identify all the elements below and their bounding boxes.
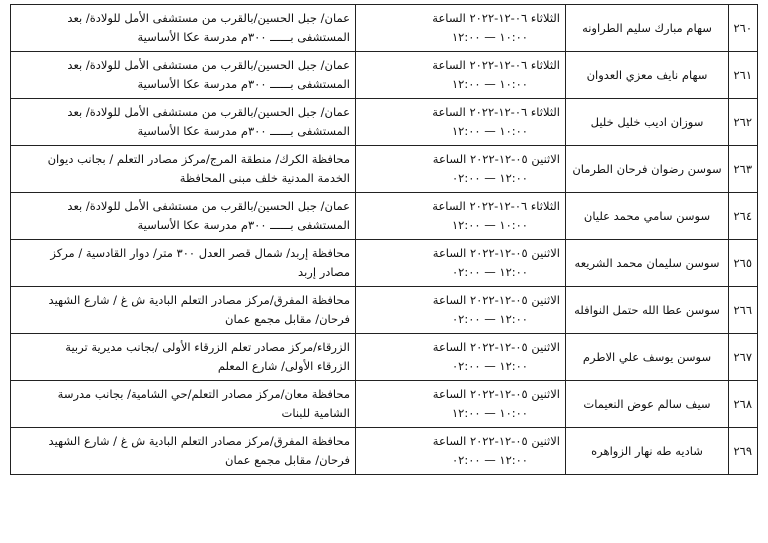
table-row [11,99,758,146]
location-line-2: فرحان/ مقابل مجمع عمان [225,312,350,326]
location-line-1: عمان/ جبل الحسين/بالقرب من مستشفى الأمل للولادة/ بعد [67,105,350,119]
exam-location-cell [11,334,356,381]
location-line-2: الزرقاء الأولى/ شارع المعلم [217,359,350,373]
person-name: سوسن سليمان محمد الشريعه [566,240,729,287]
location-line-2: الشامية للبنات [281,406,350,420]
exam-time: ١٢:٠٠ — ٠٢:٠٠ [452,312,528,326]
exam-time-cell [356,146,566,193]
table-row [11,146,758,193]
table-row [11,240,758,287]
exam-time: ١٠:٠٠ — ١٢:٠٠ [452,124,528,138]
exam-date: الاثنين ٠٥-١٢-٢٠٢٢ الساعة [432,246,560,260]
schedule-table-body [11,5,758,475]
person-name: سيف سالم عوض النعيمات [566,381,729,428]
location-line-1: محافظة الكرك/ منطقة المرج/مركز مصادر التعلم / بجانب ديوان [47,152,350,166]
exam-location-cell [11,193,356,240]
exam-date: الاثنين ٠٥-١٢-٢٠٢٢ الساعة [432,434,560,448]
exam-location-cell [11,5,356,52]
row-number: ٢٦١ [729,52,758,99]
exam-time: ١٠:٠٠ — ١٢:٠٠ [452,30,528,44]
exam-date: الثلاثاء ٠٦-١٢-٢٠٢٢ الساعة [432,105,560,119]
location-line-1: عمان/ جبل الحسين/بالقرب من مستشفى الأمل للولادة/ بعد [67,58,350,72]
person-name: سوزان اديب خليل خليل [566,99,729,146]
table-row [11,287,758,334]
exam-date: الاثنين ٠٥-١٢-٢٠٢٢ الساعة [432,152,560,166]
person-name: سوسن يوسف علي الاطرم [566,334,729,381]
exam-time-cell [356,240,566,287]
table-row [11,5,758,52]
exam-date: الثلاثاء ٠٦-١٢-٢٠٢٢ الساعة [432,199,560,213]
row-number: ٢٦٥ [729,240,758,287]
person-name: سوسن عطا الله حتمل النوافله [566,287,729,334]
row-number: ٢٦٣ [729,146,758,193]
table-row [11,334,758,381]
location-line-1: محافظة المفرق/مركز مصادر التعلم البادية ش غ / شارع الشهيد [48,434,350,448]
exam-time: ١٠:٠٠ — ١٢:٠٠ [452,218,528,232]
row-number: ٢٦٨ [729,381,758,428]
location-line-1: محافظة المفرق/مركز مصادر التعلم البادية ش غ / شارع الشهيد [48,293,350,307]
exam-time-cell [356,5,566,52]
exam-location-cell [11,381,356,428]
location-line-2: المستشفى بــــــ ٣٠٠م مدرسة عكا الأساسية [137,124,350,138]
location-line-2: المستشفى بــــــ ٣٠٠م مدرسة عكا الأساسية [137,77,350,91]
table-row [11,52,758,99]
exam-location-cell [11,428,356,475]
location-line-2: المستشفى بــــــ ٣٠٠م مدرسة عكا الأساسية [137,218,350,232]
exam-time: ١٢:٠٠ — ٠٢:٠٠ [452,359,528,373]
exam-date: الثلاثاء ٠٦-١٢-٢٠٢٢ الساعة [432,58,560,72]
location-line-1: الزرقاء/مركز مصادر تعلم الزرقاء الأولى /بجانب مديرية تربية [65,340,350,354]
exam-date: الاثنين ٠٥-١٢-٢٠٢٢ الساعة [432,387,560,401]
person-name: سهام نايف معزي العدوان [566,52,729,99]
table-row [11,193,758,240]
row-number: ٢٦٧ [729,334,758,381]
row-number: ٢٦٩ [729,428,758,475]
row-number: ٢٦٤ [729,193,758,240]
exam-date: الاثنين ٠٥-١٢-٢٠٢٢ الساعة [432,340,560,354]
schedule-sheet [10,4,758,475]
location-line-2: المستشفى بــــــ ٣٠٠م مدرسة عكا الأساسية [137,30,350,44]
location-line-1: محافظة إربد/ شمال قصر العدل ٣٠٠ متر/ دوار القادسية / مركز [50,246,350,260]
row-number: ٢٦٦ [729,287,758,334]
exam-time: ١٢:٠٠ — ٠٢:٠٠ [452,171,528,185]
table-row [11,428,758,475]
location-line-1: عمان/ جبل الحسين/بالقرب من مستشفى الأمل للولادة/ بعد [67,11,350,25]
exam-time: ١٢:٠٠ — ٠٢:٠٠ [452,265,528,279]
exam-time-cell [356,428,566,475]
exam-date: الاثنين ٠٥-١٢-٢٠٢٢ الساعة [432,293,560,307]
exam-date: الثلاثاء ٠٦-١٢-٢٠٢٢ الساعة [432,11,560,25]
location-line-1: محافظة معان/مركز مصادر التعلم/حي الشامية/ بجانب مدرسة [57,387,350,401]
location-line-1: عمان/ جبل الحسين/بالقرب من مستشفى الأمل للولادة/ بعد [67,199,350,213]
location-line-2: مصادر إربد [298,265,350,279]
person-name: سوسن رضوان فرحان الطرمان [566,146,729,193]
exam-time-cell [356,287,566,334]
exam-time: ١٠:٠٠ — ١٢:٠٠ [452,77,528,91]
table-row [11,381,758,428]
row-number: ٢٦٠ [729,5,758,52]
exam-time-cell [356,334,566,381]
schedule-table [10,4,758,475]
exam-location-cell [11,240,356,287]
exam-time: ١٠:٠٠ — ١٢:٠٠ [452,406,528,420]
exam-location-cell [11,52,356,99]
person-name: سهام مبارك سليم الطراونه [566,5,729,52]
person-name: شاديه طه نهار الزواهره [566,428,729,475]
exam-time-cell [356,52,566,99]
exam-location-cell [11,146,356,193]
exam-location-cell [11,287,356,334]
exam-location-cell [11,99,356,146]
location-line-2: الخدمة المدنية خلف مبنى المحافظة [179,171,350,185]
row-number: ٢٦٢ [729,99,758,146]
exam-time-cell [356,99,566,146]
person-name: سوسن سامي محمد عليان [566,193,729,240]
exam-time: ١٢:٠٠ — ٠٢:٠٠ [452,453,528,467]
location-line-2: فرحان/ مقابل مجمع عمان [225,453,350,467]
exam-time-cell [356,381,566,428]
exam-time-cell [356,193,566,240]
